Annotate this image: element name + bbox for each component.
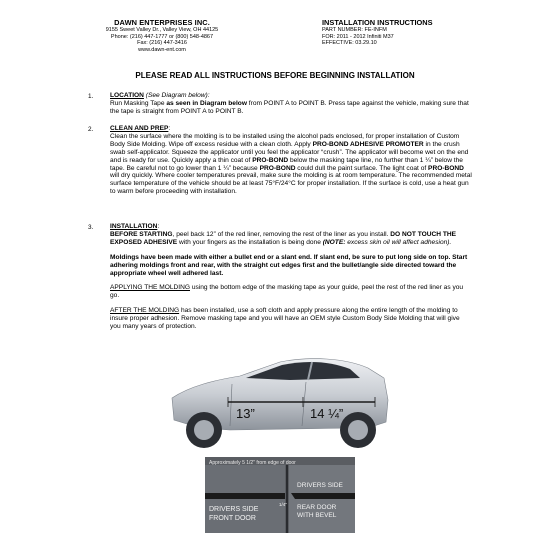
- rear-door-label: REAR DOOR: [297, 504, 337, 511]
- effective-date: EFFECTIVE: 03.29.10: [322, 40, 377, 47]
- step-number: 2.: [88, 126, 94, 133]
- step-subheading: APPLYING THE MOLDING: [110, 284, 190, 292]
- step-text: with your fingers as the installation is being done: [177, 238, 323, 246]
- step-paragraph-moldings: Moldings have been made with either a bullet end or a slant end. If slant end, be sure to put long side on top. Start adhering moldings front and rear, with the straight cut edges first and the bullet/angle side directed toward the appropriate wheel well adhered last.: [110, 253, 468, 277]
- step-text-bold: PRO-BOND ADHESIVE PROMOTER: [312, 140, 424, 148]
- step-text: below the masking tape line, no further than 1 ¼” below the tape. Be careful not to go lower than 1 ¼” because: [110, 156, 463, 172]
- step-subheading: AFTER THE MOLDING: [110, 307, 180, 315]
- step-location: [110, 92, 472, 116]
- company-web: www.dawn-ent.com: [138, 46, 186, 53]
- door-closeup-photo: [205, 457, 355, 533]
- step-text: Clean the surface where the molding is to be installed using the alcohol pads enclosed, for proper installation of Custom Body Side Molding. Wipe off excess residue with a clean cloth. Apply: [110, 132, 460, 148]
- step-note-text: excess skin oil will affect adhesion).: [345, 238, 452, 246]
- gap-label: 1/4": [279, 502, 287, 507]
- step-text: could dull the paint surface. The light coat of: [295, 164, 429, 172]
- company-phone: Phone: (216) 447-1777 or (800) 548-4867: [110, 33, 214, 40]
- step-text: using the bottom edge of the masking tape as your guide, peel the rest of the red liner as you go.: [110, 284, 464, 300]
- front-wheel-rim: [194, 420, 214, 440]
- step-text: from POINT A to POINT B. Press tape against the vehicle, making sure that the tape is straight from POINT A to POINT B.: [110, 99, 469, 115]
- part-number: PART NUMBER: FE-INFM: [322, 27, 387, 33]
- step-text: Run Masking Tape: [110, 99, 167, 107]
- step-heading-note: (See Diagram below):: [145, 92, 210, 99]
- front-molding-length: 13”: [236, 406, 255, 421]
- step-clean-prep: CLEAN AND PREP: Clean the surface where the molding is to be installed using the alcohol pads enclosed, for proper installation of Custom Body Side Molding. Wipe off excess residue with a clean cloth. Apply PRO-BOND ADHESIVE PROMOTER in the crush swab self-applicator. Squeeze the applicator until you feel the applicator “crush”. The applicator will become wet on the end and is ready for use. Quickly apply a thin coat of PRO-BOND below the masking tape line, no further than 1 ¼” below the tape. Be careful not to go lower than 1 ¼” because PRO-BOND could dull the paint surface. The light coat of PRO-BOND will dry quickly. Where cooler temperatures prevail, make sure the molding is at room temperature. The recommended metal surface temperature of the vehicle should be at least 75°F/24°C for proper installation. If the surface is cold, use a heat gun to warm before proceeding with installation.: [110, 125, 472, 196]
- step-note-label: (NOTE:: [322, 238, 346, 246]
- front-door-label: DRIVERS SIDE: [209, 506, 259, 513]
- photo-caption: Approximately 5 1/2" from edge of door: [209, 460, 296, 466]
- front-molding: [205, 493, 285, 499]
- step-text-bold: PRO-BOND: [259, 164, 296, 172]
- rear-door-label: DRIVERS SIDE: [297, 482, 343, 489]
- rear-molding-length: 14 ¼”: [310, 406, 344, 421]
- step-text: will dry quickly. Where cooler temperatures prevail, make sure the molding is at room temperature. The recommended metal surface temperature of the vehicle should be at least 75°F/24°C for proper installation. If the surface is cold, use a heat gun to warm before proceeding with installation.: [110, 172, 472, 196]
- instructions-title: INSTALLATION INSTRUCTIONS: [322, 18, 433, 27]
- step-text: has been installed, use a soft cloth and apply pressure along the entire length of the molding to insure proper adhesion. Remove masking tape and you will have an OEM style Custom Body Side Molding that will give you many years of protection.: [110, 307, 460, 331]
- rear-molding-bevel: [291, 493, 355, 499]
- rear-door-label: WITH BEVEL: [297, 512, 337, 519]
- step-text-bold: BEFORE STARTING: [110, 230, 173, 238]
- company-fax: Fax: (216) 447-3416: [137, 40, 187, 47]
- step-heading: CLEAN AND PREP: [110, 125, 169, 132]
- step-heading: LOCATION: [110, 92, 144, 99]
- notice-heading: PLEASE READ ALL INSTRUCTIONS BEFORE BEGINNING INSTALLATION: [135, 71, 415, 80]
- step-text: in the crush swab self-applicator. Squeeze the applicator until you feel the applicator “crush”. The applicator will become wet on the end and is ready for use. Quickly apply a thin coat of: [110, 140, 469, 164]
- vehicle-fitment: FOR: 2011 - 2012 Infiniti M37: [322, 33, 394, 40]
- step-number: 1.: [88, 93, 94, 100]
- step-heading: INSTALLATION: [110, 223, 158, 230]
- front-door-label: FRONT DOOR: [209, 515, 256, 522]
- step-number: 3.: [88, 224, 94, 231]
- rear-wheel-rim: [348, 420, 368, 440]
- step-text: , peel back 12” of the red liner, removing the rest of the liner as you install.: [172, 230, 391, 238]
- step-text-bold: PRO-BOND: [428, 164, 464, 172]
- instructions-block: [322, 18, 472, 47]
- step-installation: INSTALLATION: BEFORE STARTING, peel back 12” of the red liner, removing the rest of the liner as you install. DO NOT TOUCH THE EXPOSED ADHESIVE with your fingers as the installation is being done (NOTE: excess skin oil will affect adhesion). Moldings have been made with either a bullet end or a slant end. If slant end, be sure to put long side on top. Start adhering moldings front and rear, with the straight cut edges first and the bullet/angle side directed toward the appropriate wheel well adhered last. APPLYING THE MOLDING using the bottom edge of the masking tape as your guide, peel the rest of the red liner as you go. AFTER THE MOLDING has been installed, use a soft cloth and apply pressure along the entire length of the molding to insure proper adhesion. Remove masking tape and you will have an OEM style Custom Body Side Molding that will give you many years of protection.: [110, 223, 472, 331]
- company-name: DAWN ENTERPRISES INC.: [114, 18, 210, 27]
- step-text-bold: PRO-BOND: [252, 156, 289, 164]
- car-side-diagram: [170, 354, 390, 454]
- company-block: [82, 18, 242, 53]
- company-address: 9155 Sweet Valley Dr., Valley View, OH 44125: [105, 27, 219, 33]
- step-text-bold: as seen in Diagram below: [166, 99, 247, 107]
- step-text-bold: DO NOT TOUCH THE EXPOSED ADHESIVE: [110, 230, 457, 246]
